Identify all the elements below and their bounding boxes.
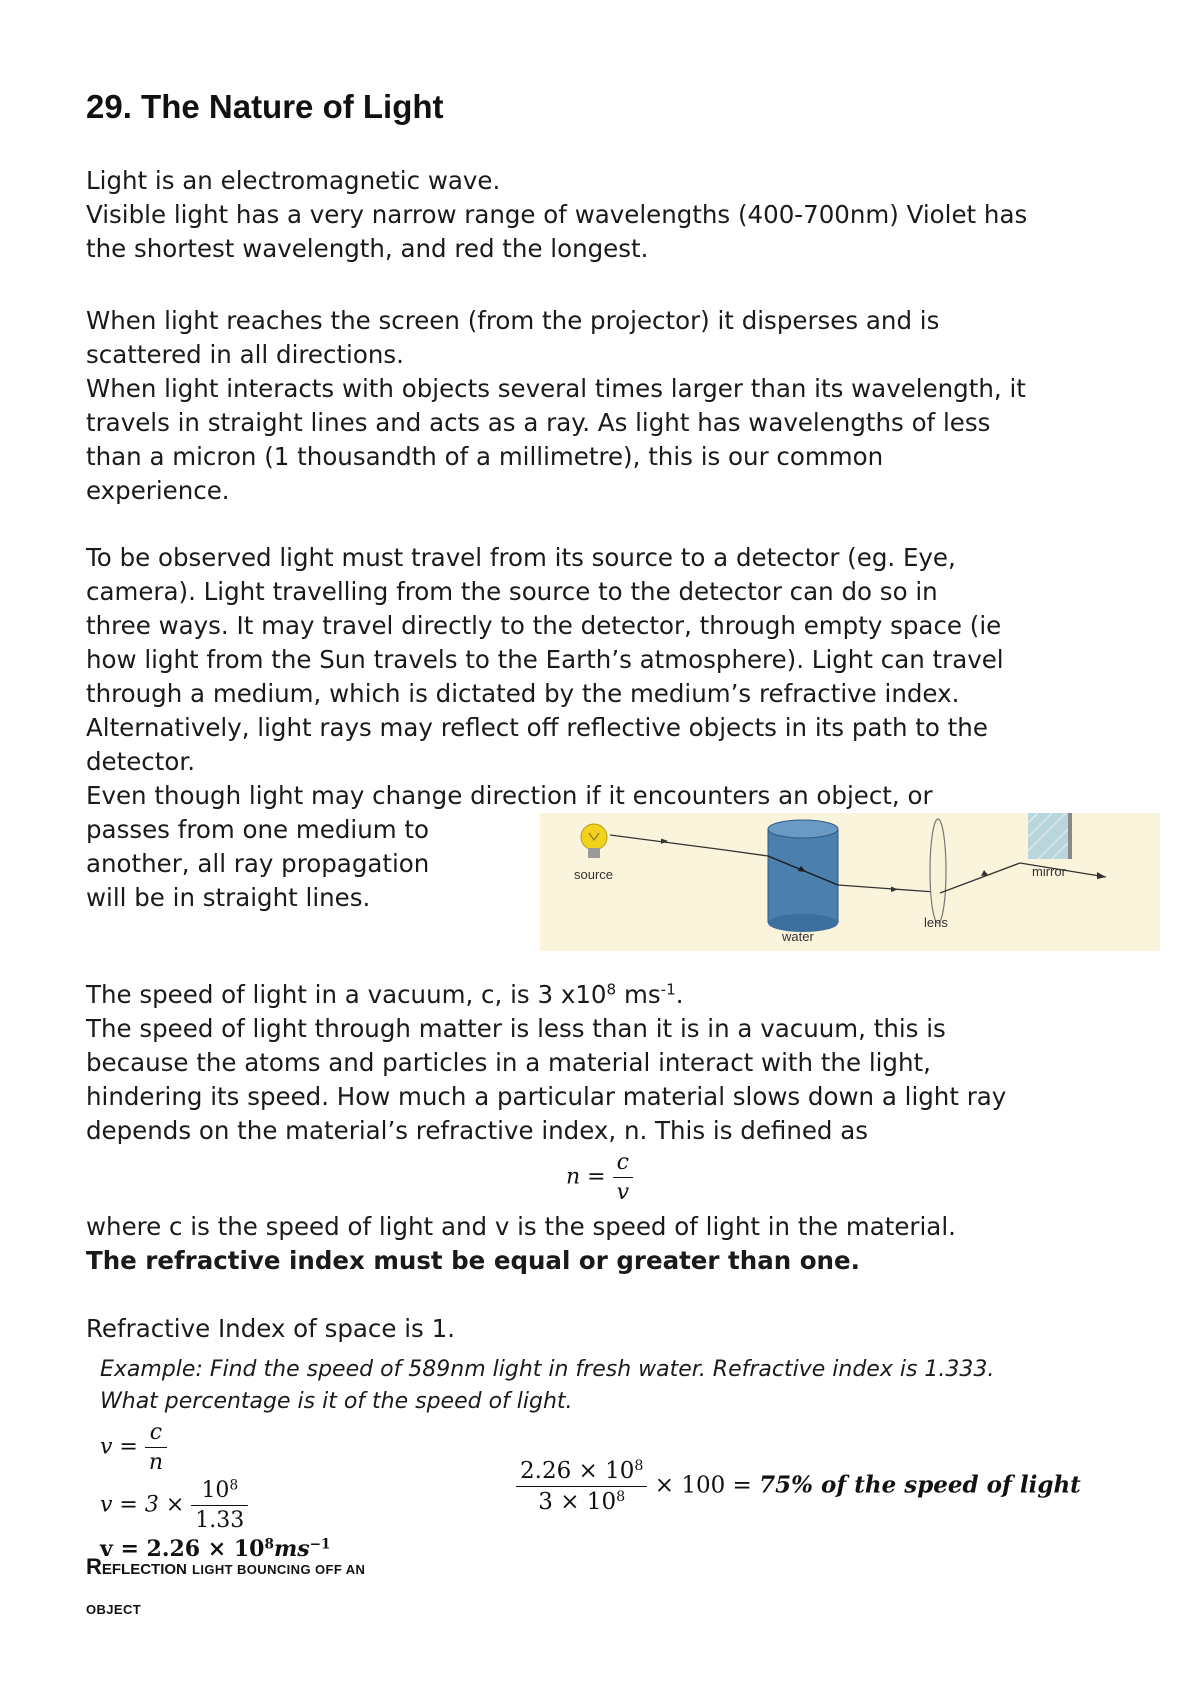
text-line: where c is the speed of light and v is the speed of light in the material. (86, 1212, 956, 1241)
formula-numerator: c (613, 1150, 633, 1178)
example-equation-1 (100, 1420, 167, 1475)
bold-statement: The refractive index must be equal or greater than one. (86, 1246, 860, 1275)
unit-text: ms (616, 980, 661, 1009)
equation-numerator: c (145, 1420, 167, 1448)
exponent: −1 (309, 1536, 331, 1553)
text-line: When light interacts with objects several times larger than its wavelength, it (86, 374, 1026, 403)
text-line: The speed of light through matter is less than it is in a vacuum, this is (86, 1014, 946, 1043)
text-line: hindering its speed. How much a particular material slows down a light ray (86, 1082, 1007, 1111)
text-line: Light is an electromagnetic wave. (86, 166, 501, 195)
text-line: Even though light may change direction if it encounters an object, or (86, 781, 933, 810)
text-line: What percentage is it of the speed of light. (100, 1389, 573, 1414)
text-line: camera). Light travelling from the source to the detector can do so in (86, 577, 938, 606)
figure-label-mirror: mirror (1032, 864, 1066, 879)
figure-label-water: water (782, 929, 814, 944)
paragraph-intro (86, 164, 1027, 266)
text-line: than a micron (1 thousandth of a millimetre), this is our common (86, 442, 884, 471)
exponent: -1 (660, 980, 676, 999)
equation-fraction (145, 1420, 167, 1475)
text-line: Visible light has a very narrow range of wavelengths (400-700nm) Violet has (86, 200, 1028, 229)
percentage-fraction (516, 1458, 647, 1515)
numerator-base: 10 (201, 1478, 230, 1503)
light-path-figure (540, 813, 1160, 951)
mirror-shape (1028, 813, 1072, 859)
equation-denominator: 1.33 (195, 1508, 245, 1533)
text-line: travels in straight lines and acts as a ray. As light has wavelengths of less (86, 408, 991, 437)
reflection-heading (86, 1554, 365, 1580)
text-line: because the atoms and particles in a material interact with the light, (86, 1048, 931, 1077)
example-question (100, 1354, 994, 1418)
text-line: To be observed light must travel from its source to a detector (eg. Eye, (86, 543, 956, 572)
equation-fraction (191, 1478, 248, 1533)
equation-result: v = 2.26 × 10 (100, 1536, 265, 1562)
exponent: 8 (229, 1477, 239, 1494)
percentage-denominator (516, 1487, 647, 1515)
reflection-description-cont: OBJECT (86, 1602, 142, 1617)
formula-denominator: v (616, 1180, 630, 1205)
light-path-diagram (540, 813, 1160, 951)
space-index-line: Refractive Index of space is 1. (86, 1314, 455, 1343)
text-line: passes from one medium to (86, 815, 429, 844)
equation-denominator: n (148, 1450, 164, 1475)
figure-label-lens: lens (924, 915, 948, 930)
text-line: the shortest wavelength, and red the longest. (86, 234, 649, 263)
exponent: 8 (264, 1536, 274, 1553)
reflection-description: LIGHT BOUNCING OFF AN (191, 1562, 366, 1577)
percentage-equation (516, 1458, 1081, 1515)
period: . (675, 980, 684, 1009)
speed-section (86, 978, 1006, 1148)
water-cylinder (768, 820, 838, 932)
text-line: scattered in all directions. (86, 340, 404, 369)
percentage-result: 75% of the speed of light (759, 1471, 1081, 1499)
times-hundred: × 100 = (654, 1472, 752, 1499)
unit-text: ms (273, 1536, 310, 1562)
paragraph-scattering (86, 304, 1026, 508)
text-line: will be in straight lines. (86, 883, 371, 912)
text-line: Alternatively, light rays may reflect off reflective objects in its path to the (86, 713, 988, 742)
text-line: through a medium, which is dictated by the medium’s refractive index. (86, 679, 960, 708)
text-line: When light reaches the screen (from the projector) it disperses and is (86, 306, 940, 335)
denominator-base: 3 × 10 (538, 1489, 617, 1515)
text-line: experience. (86, 476, 230, 505)
text-line: detector. (86, 747, 195, 776)
paragraph-where (86, 1210, 956, 1278)
speed-text: The speed of light in a vacuum, c, is 3 x10 (86, 980, 607, 1009)
formula-fraction (613, 1150, 633, 1205)
text-line: three ways. It may travel directly to the detector, through empty space (ie (86, 611, 1002, 640)
exponent: 8 (634, 1458, 644, 1475)
numerator-base: 2.26 × 10 (520, 1458, 635, 1484)
refractive-index-formula (566, 1150, 633, 1205)
text-line: how light from the Sun travels to the Earth’s atmosphere). Light can travel (86, 645, 1004, 674)
text-line: another, all ray propagation (86, 849, 430, 878)
formula-lhs: n = (566, 1164, 606, 1190)
text-line: Example: Find the speed of 589nm light in fresh water. Refractive index is 1.333. (100, 1357, 995, 1382)
figure-label-source: source (574, 867, 614, 882)
speed-line (86, 978, 1006, 1012)
equation-numerator (191, 1478, 248, 1506)
exponent: 8 (616, 1489, 626, 1506)
lens-shape (930, 819, 946, 923)
text-line: depends on the material’s refractive index, n. This is defined as (86, 1116, 869, 1145)
exponent: 8 (606, 980, 617, 999)
equation-lhs: v = 3 × (100, 1492, 185, 1518)
example-equation-2 (100, 1478, 248, 1533)
percentage-numerator (516, 1458, 647, 1487)
equation-lhs: v = (100, 1434, 138, 1460)
page-title: 29. The Nature of Light (86, 88, 444, 125)
reflection-word: Reflection (86, 1554, 187, 1579)
